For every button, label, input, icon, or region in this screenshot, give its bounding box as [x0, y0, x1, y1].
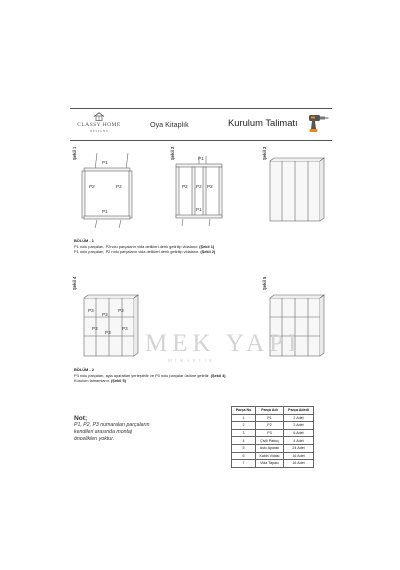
part-no: 1 [232, 414, 256, 422]
part-no: 5 [232, 444, 256, 452]
note-heading: Not; [74, 415, 88, 422]
part-no: 6 [232, 452, 256, 460]
part-qty: 24 Adet [284, 444, 314, 452]
fig1-p1-top: P1 [102, 160, 108, 165]
brand-subtitle: DESIGNS [89, 129, 109, 133]
figure-step2 [172, 150, 232, 230]
fig2-p1-bottom: P1 [196, 207, 202, 212]
step4-label: Şekil 4 [72, 276, 77, 290]
product-name: Oya Kitaplık [150, 120, 189, 129]
part-qty: 6 Adet [284, 429, 314, 437]
section1-line1-ref: (Şekil 1) [199, 243, 215, 249]
part-no: 7 [232, 460, 256, 468]
header-top-rule [70, 108, 332, 109]
fig1-p1-bottom: P1 [102, 209, 108, 214]
section1-line1: P1 nolu parçaları, P2nolu parçaların vida delikleri denk getirilip vidalanır. [74, 243, 199, 249]
fig4-p3-b: P3 [102, 312, 108, 317]
part-no: 2 [232, 422, 256, 430]
fig2-p2-b: P2 [196, 184, 202, 189]
watermark-text: MEK YAPI [145, 330, 302, 357]
fig2-p2-a: P2 [182, 184, 188, 189]
step2-label: Şekil 2 [170, 146, 175, 160]
note-line-1: P1, P2, P3 numaraları parçaların [74, 422, 150, 428]
section1-line2: P1 nolu parçaları, P2 nolu parçaların vida delikleri denk getirilip vidalanır. [74, 249, 200, 255]
table-row [232, 452, 314, 460]
section2-line2: Kurulum tamamlanır. [74, 378, 110, 384]
fig4-p3-f: P3 [122, 326, 128, 331]
note-line-2: kendileri arasında montaj [74, 429, 132, 435]
table-row [232, 437, 314, 445]
section1-line2-ref: (Şekil 2) [200, 249, 216, 255]
col-header-part-name: Parça Adı [256, 407, 284, 415]
part-qty: 4 Adet [284, 437, 314, 445]
figure-step3 [268, 155, 328, 225]
table-row [232, 444, 314, 452]
document-title: Kurulum Talimatı [228, 117, 298, 128]
table-row [232, 422, 314, 430]
part-name: P3 [256, 429, 284, 437]
section1-heading: BÖLÜM - 1 [74, 238, 94, 243]
section2-heading: BÖLÜM - 2 [74, 367, 94, 372]
part-no: 4 [232, 437, 256, 445]
part-name: Vida Tapası [256, 460, 284, 468]
part-name: Çivili Pabuç [256, 437, 284, 445]
step5-label: Şekil 5 [262, 276, 267, 290]
fig4-p3-a: P3 [88, 308, 94, 313]
part-qty: 2 Adet [284, 422, 314, 430]
part-name: P2 [256, 422, 284, 430]
fig4-p3-e: P3 [105, 330, 111, 335]
table-row [232, 414, 314, 422]
table-row [232, 460, 314, 468]
part-name: Kabin Vidası [256, 452, 284, 460]
section2-line1: P3 nolu parçaları, ayla aparatları yerleştirilir ve P3 nolu parçalar üstüne getirilir. [74, 372, 210, 378]
part-qty: 16 Adet [284, 460, 314, 468]
table-row [232, 429, 314, 437]
section1 [74, 238, 215, 255]
section2-line1-ref: (Şekil 4) [210, 372, 226, 378]
fig2-p1-top: P1 [198, 156, 204, 161]
note-block [74, 415, 150, 443]
part-no: 3 [232, 429, 256, 437]
brand-logo [74, 112, 124, 133]
watermark-subtext: MİMARLIK [168, 358, 216, 363]
col-header-part-no: Parça No [232, 407, 256, 415]
drill-icon [305, 111, 329, 133]
part-name: P1 [256, 414, 284, 422]
fig1-p2-right: P2 [116, 184, 122, 189]
section2 [74, 367, 226, 384]
fig2-p2-c: P2 [207, 184, 213, 189]
header-bottom-rule [70, 140, 332, 141]
brand-name: CLASSY HOME [77, 122, 121, 128]
fig1-p2-left: P2 [89, 184, 95, 189]
section2-line2-ref: (Şekil 5) [111, 378, 126, 384]
part-name: Askı Aparatı [256, 444, 284, 452]
fig4-p3-d: P3 [92, 326, 98, 331]
step3-label: Şekil 3 [262, 146, 267, 160]
figure-step4 [80, 290, 142, 360]
parts-table-header [232, 407, 314, 415]
house-logo-icon [93, 112, 105, 121]
step1-label: Şekil 1 [72, 146, 77, 160]
fig4-p3-c: P3 [118, 308, 124, 313]
part-qty: 16 Adet [284, 452, 314, 460]
figure-step1 [78, 150, 138, 230]
note-line-3: önceliklerı yoktur. [74, 436, 115, 442]
part-qty: 2 Adet [284, 414, 314, 422]
col-header-part-qty: Parça Adedi [284, 407, 314, 415]
parts-table [231, 406, 314, 468]
